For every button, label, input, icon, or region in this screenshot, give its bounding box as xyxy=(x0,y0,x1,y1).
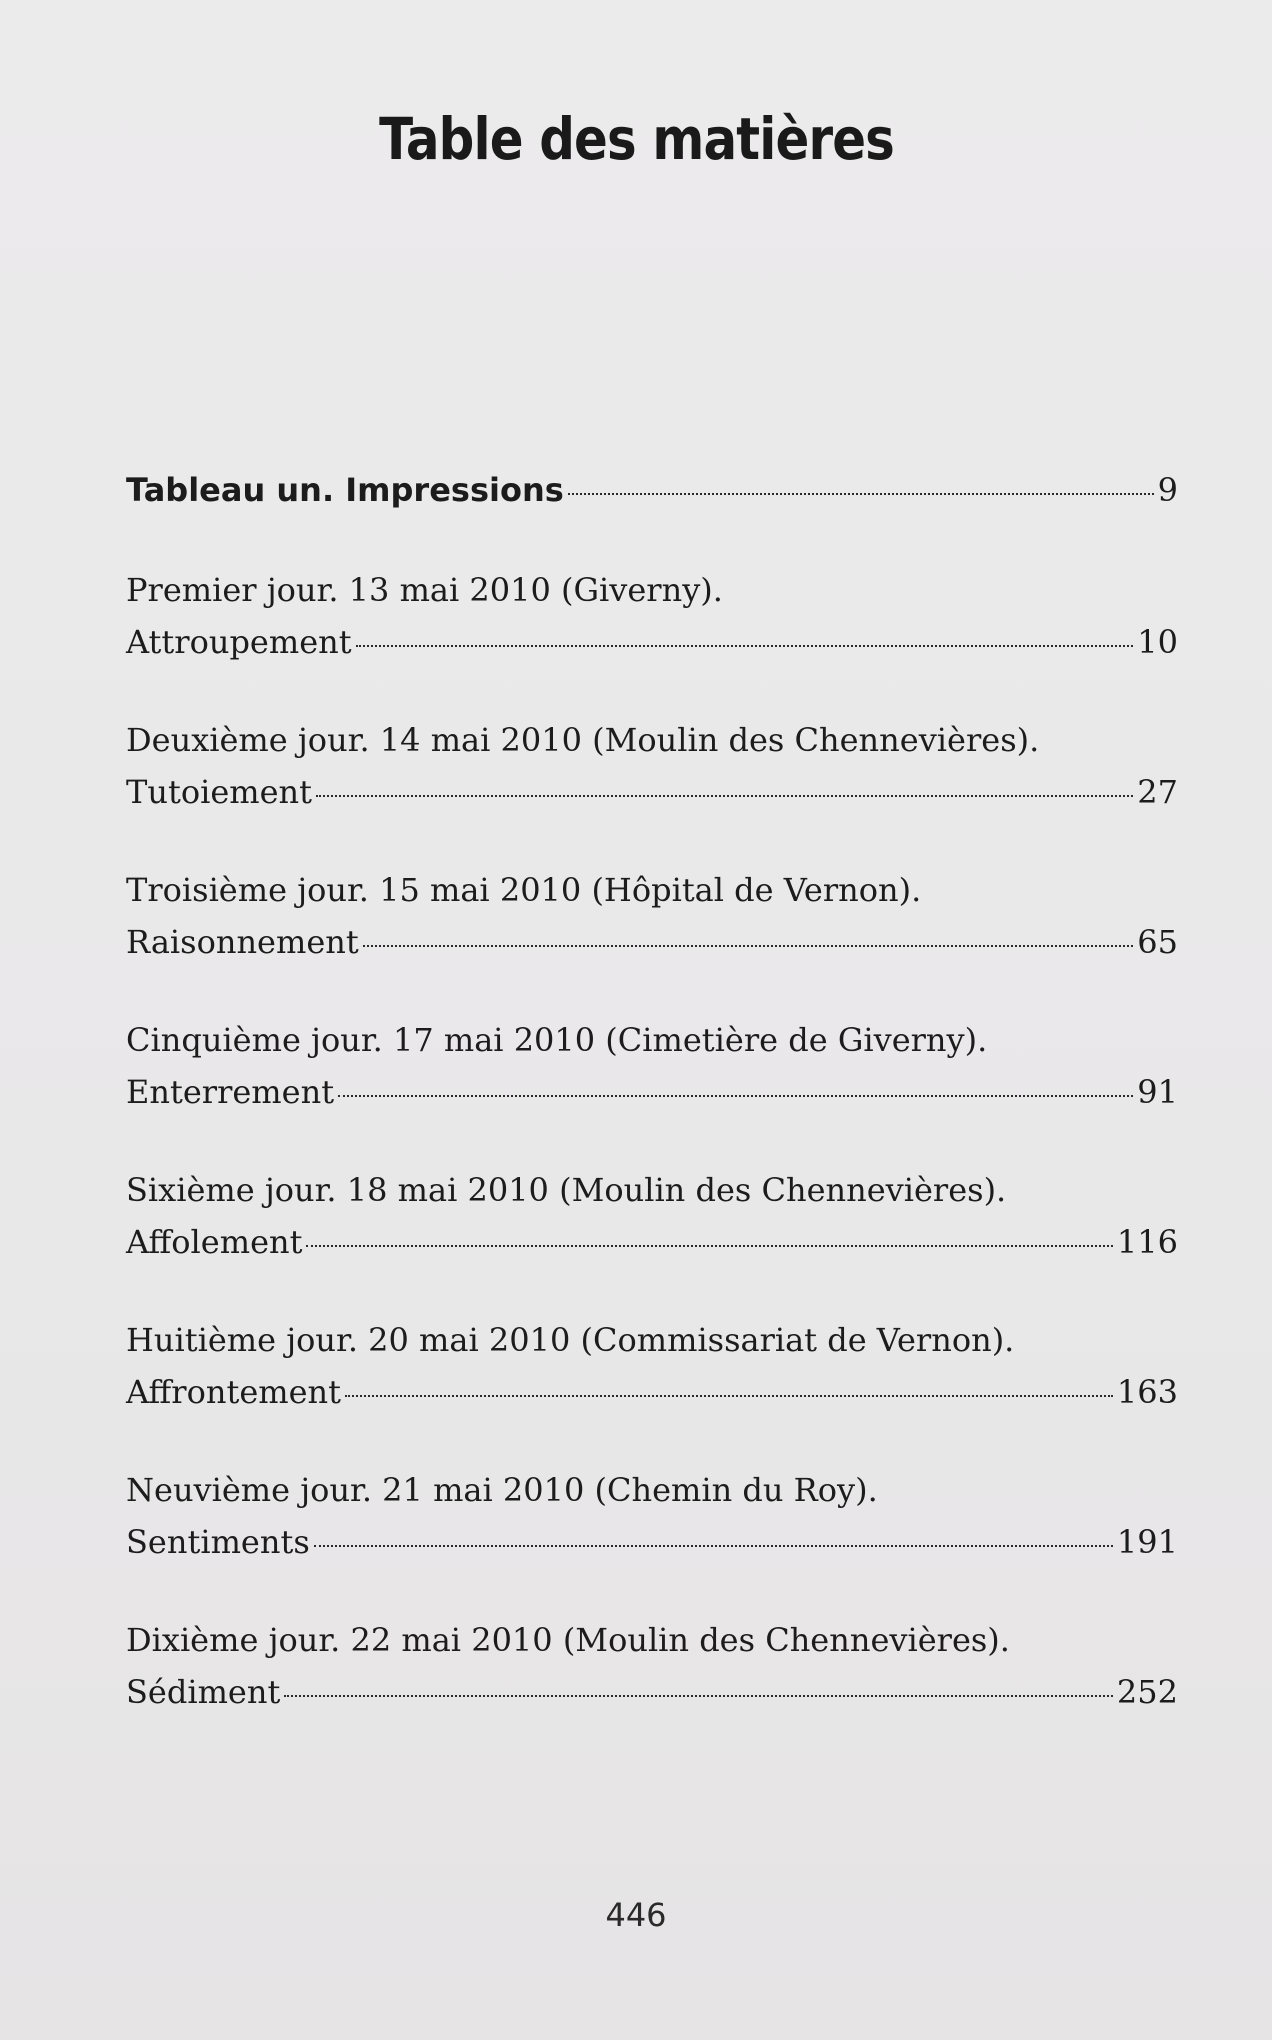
toc-entry-label: Affolement xyxy=(126,1223,303,1261)
toc-entry xyxy=(126,1014,1178,1118)
toc-line xyxy=(126,464,1178,516)
dot-leader xyxy=(316,795,1133,797)
toc-entry-label: Sédiment xyxy=(126,1673,281,1711)
toc-line xyxy=(126,1516,1178,1568)
page-number: 446 xyxy=(605,1896,667,1934)
toc-entry xyxy=(126,564,1178,668)
toc-entry-heading: Huitième jour. 20 mai 2010 (Commissariat de Vernon). xyxy=(126,1321,1015,1359)
dot-leader xyxy=(306,1245,1112,1247)
toc-entry xyxy=(126,1314,1178,1418)
toc-page-number: 163 xyxy=(1116,1373,1178,1411)
toc-entry-label: Enterrement xyxy=(126,1073,335,1111)
toc-line xyxy=(126,1666,1178,1718)
toc-page-number: 65 xyxy=(1137,923,1178,961)
toc-entry xyxy=(126,864,1178,968)
toc-line xyxy=(126,1366,1178,1418)
toc-entry-label: Affrontement xyxy=(126,1373,341,1411)
toc-entry xyxy=(126,1464,1178,1568)
table-of-contents xyxy=(126,464,1178,1718)
toc-entry-label: Raisonnement xyxy=(126,923,359,961)
dot-leader xyxy=(284,1695,1113,1697)
page-title: Table des matières xyxy=(379,105,894,173)
toc-line xyxy=(126,1066,1178,1118)
toc-line xyxy=(126,916,1178,968)
toc-page-number: 252 xyxy=(1116,1673,1178,1711)
toc-page-number: 27 xyxy=(1137,773,1178,811)
toc-entry-heading: Neuvième jour. 21 mai 2010 (Chemin du Roy). xyxy=(126,1471,878,1509)
toc-entry-heading: Deuxième jour. 14 mai 2010 (Moulin des Chennevières). xyxy=(126,721,1040,759)
dot-leader xyxy=(356,645,1134,647)
toc-entry-heading: Troisième jour. 15 mai 2010 (Hôpital de Vernon). xyxy=(126,871,922,909)
toc-entry-heading: Premier jour. 13 mai 2010 (Giverny). xyxy=(126,571,723,609)
toc-entry xyxy=(126,464,1178,516)
dot-leader xyxy=(568,493,1154,495)
toc-entry xyxy=(126,1614,1178,1718)
toc-entry-heading: Sixième jour. 18 mai 2010 (Moulin des Chennevières). xyxy=(126,1171,1007,1209)
dot-leader xyxy=(338,1095,1133,1097)
toc-entry-heading: Dixième jour. 22 mai 2010 (Moulin des Chennevières). xyxy=(126,1621,1010,1659)
toc-entry xyxy=(126,1164,1178,1268)
toc-page-number: 91 xyxy=(1137,1073,1178,1111)
dot-leader xyxy=(345,1395,1113,1397)
toc-page-number: 191 xyxy=(1116,1523,1178,1561)
toc-page-number: 10 xyxy=(1137,623,1178,661)
toc-entry-heading: Cinquième jour. 17 mai 2010 (Cimetière de Giverny). xyxy=(126,1021,988,1059)
toc-line xyxy=(126,1216,1178,1268)
toc-entry-label: Attroupement xyxy=(126,623,352,661)
toc-page-number: 9 xyxy=(1157,471,1178,509)
toc-line xyxy=(126,616,1178,668)
toc-entry-label: Tableau un. Impressions xyxy=(126,471,564,509)
toc-page-number: 116 xyxy=(1116,1223,1178,1261)
toc-line xyxy=(126,766,1178,818)
toc-entry-label: Sentiments xyxy=(126,1523,310,1561)
toc-entry-label: Tutoiement xyxy=(126,773,312,811)
dot-leader xyxy=(363,945,1134,947)
dot-leader xyxy=(314,1545,1113,1547)
toc-entry xyxy=(126,714,1178,818)
